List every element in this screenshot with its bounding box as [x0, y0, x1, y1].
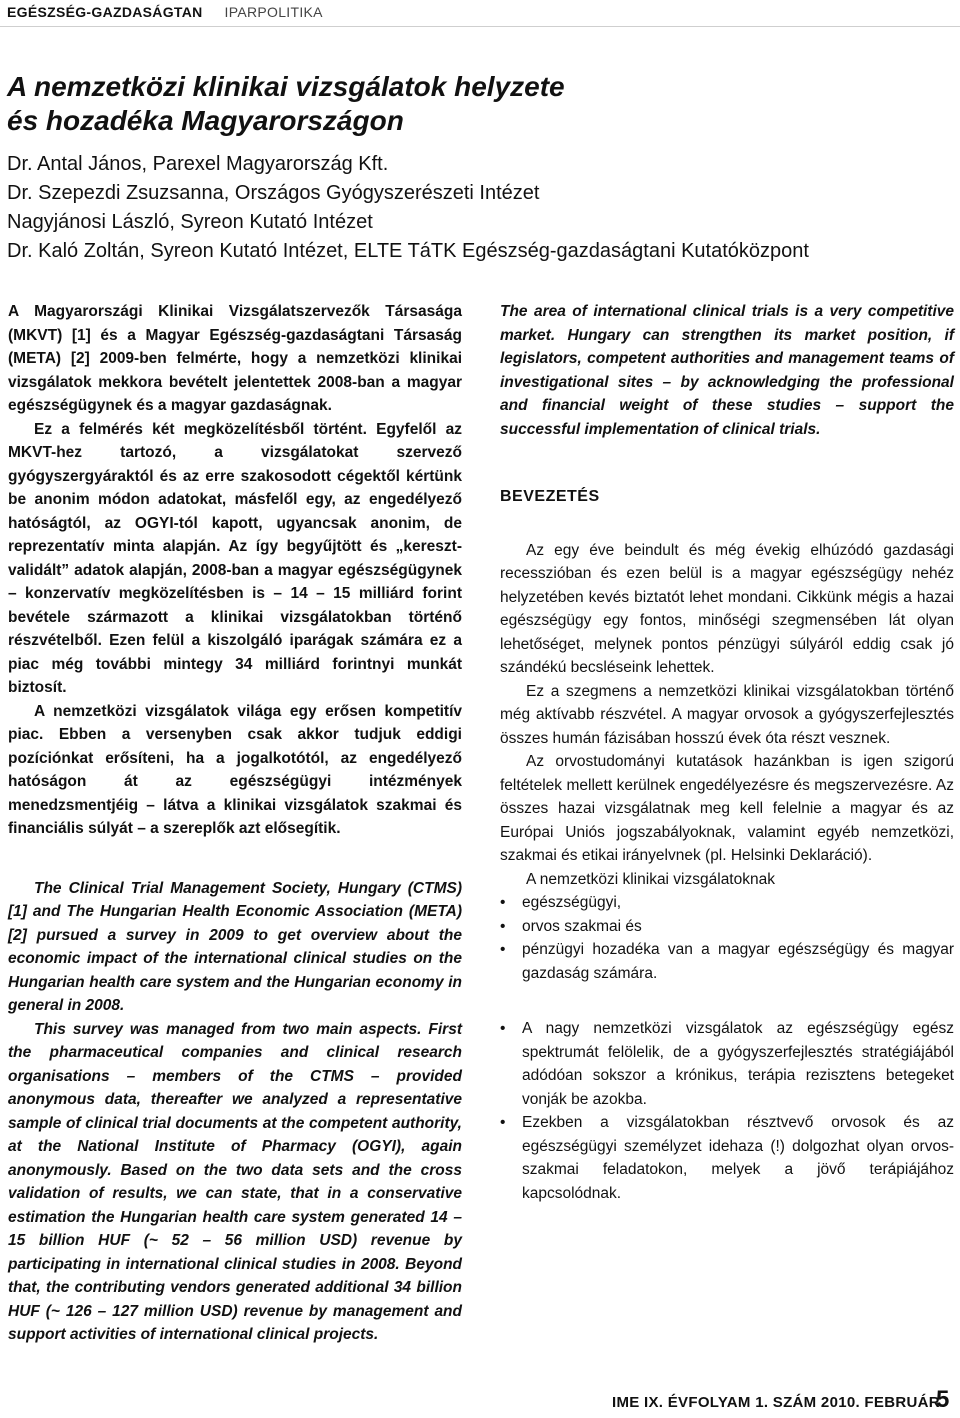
- list-item: • orvos szakmai és: [500, 915, 954, 939]
- bullet-icon: •: [500, 894, 506, 911]
- section-header-bar: [0, 0, 960, 27]
- english-abstract-paragraph-2: This survey was managed from two main aspects. First the pharmaceutical companies and clinical research organisations – members of the CTMS – provided anonymous data, thereafter we analyzed a representative sample of clinical trial documents at the competent authority, at the National Institute of Pharmacy (OGYI), again anonymously. Based on the two data sets and the cross validation of results, we can state, that in a conservative estimation the Hungarian health care system generated 14 – 15 billion HUF (~ 52 – 56 million USD) revenue by participating in international clinical studies in 2008. Beyond that, the contributing vendors generated additional 34 billion HUF (~ 126 – 127 million USD) revenue by management and support activities of international clinical projects.: [8, 1020, 462, 1343]
- author-1: Dr. Antal János, Parexel Magyarország Kft.: [7, 153, 389, 175]
- author-3: Nagyjánosi László, Syreon Kutató Intézet: [7, 211, 373, 233]
- intro-paragraph-1: Az egy éve beindult és még évekig elhúzódó gazdasági recesszióban és ezen belül is a magyar egészségügy nehéz helyzetében kevés biztatót lehet mondani. Cikkünk mégis a hazai egészségügy egy fontos, minőségi szegmensében lát olyan lehetőséget, melynek pontos pénzügyi súlyáról eddig csak jó szándékú becsléseink lehettek.: [500, 541, 954, 676]
- right-column: [500, 300, 954, 1205]
- journal-footer: IME IX. ÉVFOLYAM 1. SZÁM 2010. FEBRUÁR: [612, 1394, 940, 1411]
- abstract-paragraph-2: Ez a felmérés két megközelítésből történt. Egyfelől az MKVT-hez tartozó, a vizsgálatokat szervező gyógyszergyáraktól és az erre szakosodott cégektől kértünk be anonim módon adatokat, másfelől egy, az engedélyező hatóságtól, az OGYI-tól kapott, ugyancsak anonim, de reprezentatív minta alapján. Az így begyűjtött és „kereszt-validált” adatok alapján, 2008-ban a magyar egészségügynek – konzervatív megközelítésben is – 14 – 15 milliárd forint bevétele származott a klinikai vizsgálatokban történő részvételből. Ezen felül a kiszolgáló iparágak számára ez a piac még további mintegy 34 milliárd forintnyi munkát biztosít.: [8, 420, 462, 696]
- subcategory-label: IPARPOLITIKA: [224, 4, 323, 20]
- list-item: • pénzügyi hozadéka van a magyar egészségügy és magyar gazdaság számára.: [500, 938, 954, 985]
- intro-paragraph-4: A nemzetközi klinikai vizsgálatoknak: [526, 870, 775, 888]
- page-number: 5: [936, 1386, 950, 1413]
- section-heading-bevezetes: BEVEZETÉS: [500, 488, 600, 505]
- intro-paragraph-2: Ez a szegmens a nemzetközi klinikai vizsgálatokban történő még aktívabb részvétel. A magyar orvosok a gyógyszerfejlesztés összes humán fázisában hosszú évek óta részt vesznek.: [500, 682, 954, 747]
- author-list: [7, 150, 809, 266]
- author-4: Dr. Kaló Zoltán, Syreon Kutató Intézet, ELTE TáTK Egészség-gazdaságtani Kutatóközpont: [7, 240, 809, 262]
- category-label: EGÉSZSÉG-GAZDASÁGTAN: [7, 4, 203, 20]
- title-line-2: és hozadéka Magyarországon: [7, 105, 404, 136]
- list-item: • A nagy nemzetközi vizsgálatok az egészségügy egész spektrumát felölelik, de a gyógyszerfejlesztés stratégiájából adódóan sokszor a krónikus, terápia rezisztens betegeket vonják be azokba.: [500, 1017, 954, 1111]
- bullet-list-2: [500, 1017, 954, 1205]
- english-abstract-paragraph-1: The Clinical Trial Management Society, Hungary (CTMS) [1] and The Hungarian Health Economic Association (META) [2] pursued a survey in 2009 to get overview about the economic impact of the international clinical studies on the Hungarian health care system and the Hungarian economy in general in 2008.: [8, 879, 462, 1014]
- bullet-icon: •: [500, 1114, 506, 1131]
- bullet-icon: •: [500, 917, 506, 935]
- list-item: • Ezekben a vizsgálatokban résztvevő orvosok és az egészségügyi személyzet idehaza (!) dolgozhat olyan orvos-szakmai feladatokon, melyek a jövő terápiájához kapcsolódnak.: [500, 1111, 954, 1205]
- bullet-list-1: [500, 891, 954, 985]
- title-line-1: A nemzetközi klinikai vizsgálatok helyzete: [7, 71, 565, 102]
- bullet-icon: •: [500, 941, 506, 958]
- intro-paragraph-3: Az orvostudományi kutatások hazánkban is igen szigorú feltételek mellett kerülnek engedélyezésre és megszervezésre. Az összes hazai vizsgálatnak meg kell felelnie a magyar és az Európai Uniós jogszabályoknak, valamint egyéb nemzetközi, szakmai és etikai irányelvnek (pl. Helsinki Deklaráció).: [500, 753, 954, 864]
- article-title: [7, 70, 565, 138]
- list-item: • egészségügyi,: [500, 891, 954, 915]
- abstract-paragraph-3: A nemzetközi vizsgálatok világa egy erősen kompetitív piac. Ebben a versenyben csak akkor tudjuk eddigi pozíciónkat erősíteni, ha a jogalkotótól, az engedélyező hatóságon át az egészségügyi intézmények menedzsmentjéig – látva a klinikai vizsgálatok szakmai és financiális súlyát – a szereplők azt elősegítik.: [8, 702, 462, 837]
- author-2: Dr. Szepezdi Zsuzsanna, Országos Gyógyszerészeti Intézet: [7, 182, 540, 204]
- english-abstract-paragraph-3: The area of international clinical trials is a very competitive market. Hungary can strengthen its market position, if legislators, competent authorities and management teams of investigational sites – by acknowledging the professional and financial weight of these studies – support the successful implementation of clinical trials.: [500, 303, 954, 438]
- left-column: [8, 300, 462, 1347]
- abstract-paragraph-1: A Magyarországi Klinikai Vizsgálatszervezők Társasága (MKVT) [1] és a Magyar Egészség-gazdaságtani Társaság (META) [2] 2009-ben felmérte, hogy a nemzetközi klinikai vizsgálatok mekkora bevételt jelentettek 2008-ban a magyar egészségügynek és a magyar gazdaságnak.: [8, 303, 462, 414]
- bullet-icon: •: [500, 1020, 506, 1037]
